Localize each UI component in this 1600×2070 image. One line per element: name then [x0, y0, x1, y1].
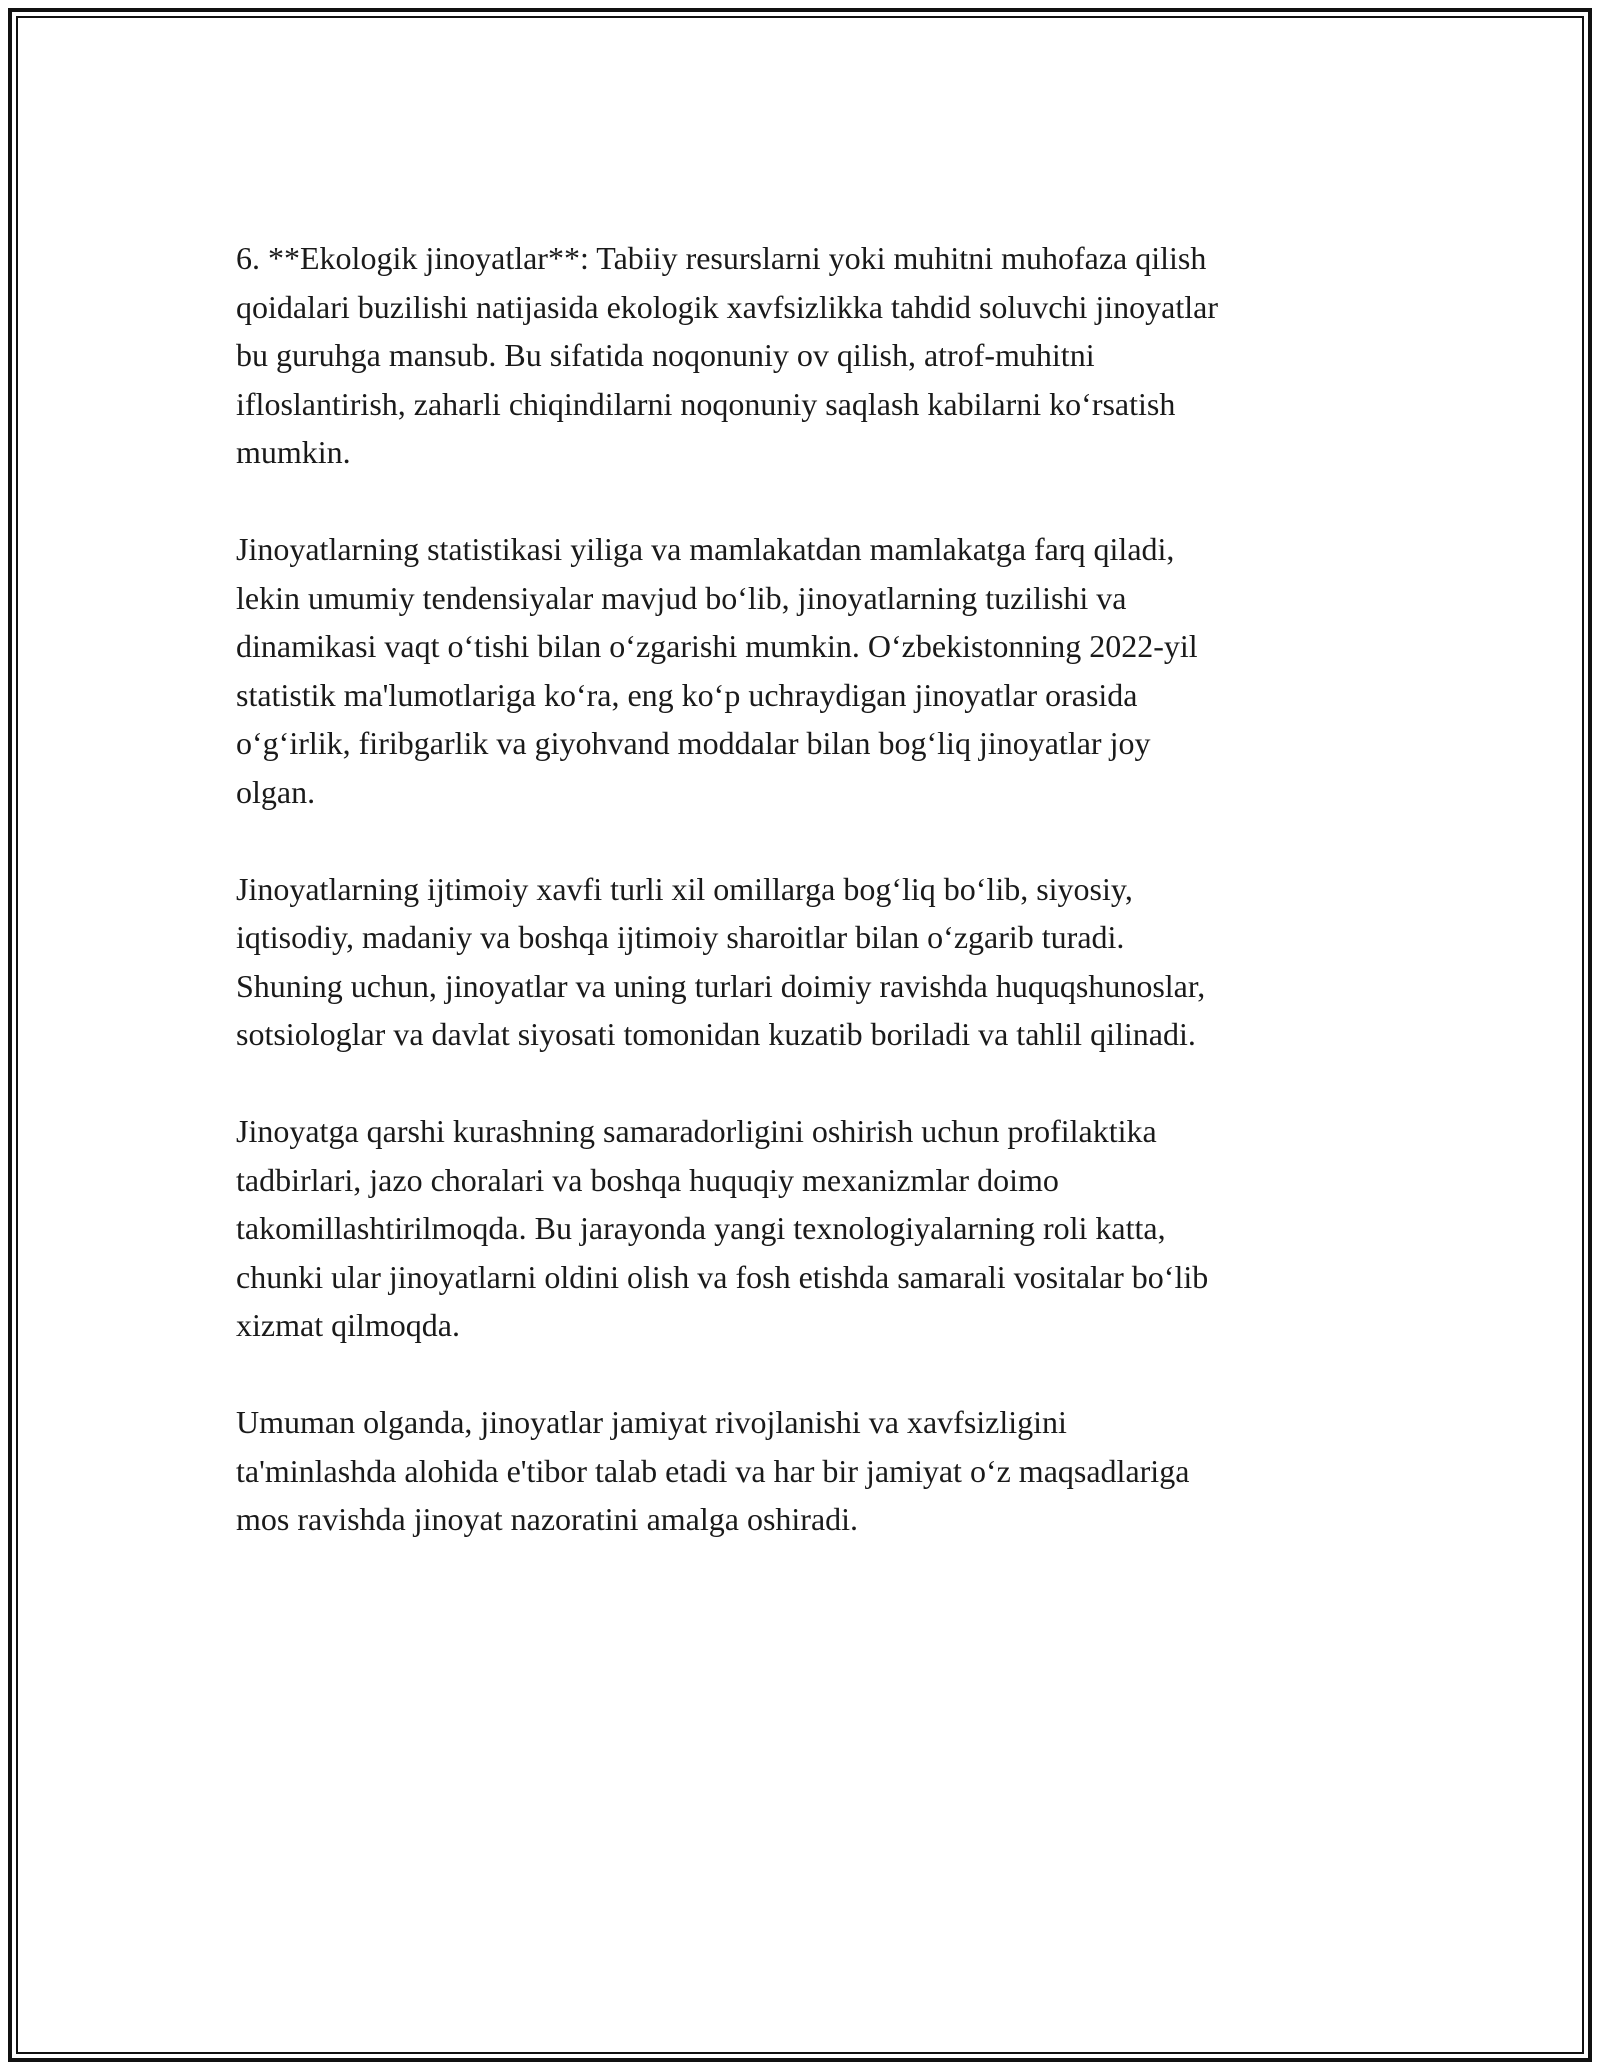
document-body: [236, 234, 1366, 1544]
paragraph-social-danger: Jinoyatlarning ijtimoiy xavfi turli xil omillarga bog‘liq bo‘lib, siyosiy, iqtisodiy, madaniy va boshqa ijtimoiy sharoitlar bilan o‘zgarib turadi. Shuning uchun, jinoyatlar va uning turlari doimiy ravishda huquqshunoslar, sotsiologlar va davlat siyosati tomonidan kuzatib boriladi va tahlil qilinadi.: [236, 870, 1206, 1052]
paragraph-crime-prevention: Jinoyatga qarshi kurashning samaradorligini oshirish uchun profilaktika tadbirlari, jazo choralari va boshqa huquqiy mexanizmlar doimo takomillashtirilmoqda. Bu jarayonda yangi texnologiyalarning roli katta, chunki ular jinoyatlarni oldini olish va fosh etishda samarali vositalar bo‘lib xizmat qilmoqda.: [236, 1113, 1209, 1343]
paragraph-crime-statistics: Jinoyatlarning statistikasi yiliga va mamlakatdan mamlakatga farq qiladi, lekin umumiy tendensiyalar mavjud bo‘lib, jinoyatlarning tuzilishi va dinamikasi vaqt o‘tishi bilan o‘zgarishi mumkin. O‘zbekistonning 2022-yil statistik ma'lumotlariga ko‘ra, eng ko‘p uchraydigan jinoyatlar orasida o‘g‘irlik, firibgarlik va giyohvand moddalar bilan bog‘liq jinoyatlar joy olgan.: [236, 531, 1198, 810]
paragraph-conclusion: Umuman olganda, jinoyatlar jamiyat rivojlanishi va xavfsizligini ta'minlashda alohida e'tibor talab etadi va har bir jamiyat o‘z maqsadlariga mos ravishda jinoyat nazoratini amalga oshiradi.: [236, 1404, 1190, 1537]
paragraph-ecological-crimes: 6. **Ekologik jinoyatlar**: Tabiiy resurslarni yoki muhitni muhofaza qilish qoidalari buzilishi natijasida ekologik xavfsizlikka tahdid soluvchi jinoyatlar bu guruhga mansub. Bu sifatida noqonuniy ov qilish, atrof-muhitni ifloslantirish, zaharli chiqindilarni noqonuniy saqlash kabilarni ko‘rsatish mumkin.: [236, 240, 1218, 470]
